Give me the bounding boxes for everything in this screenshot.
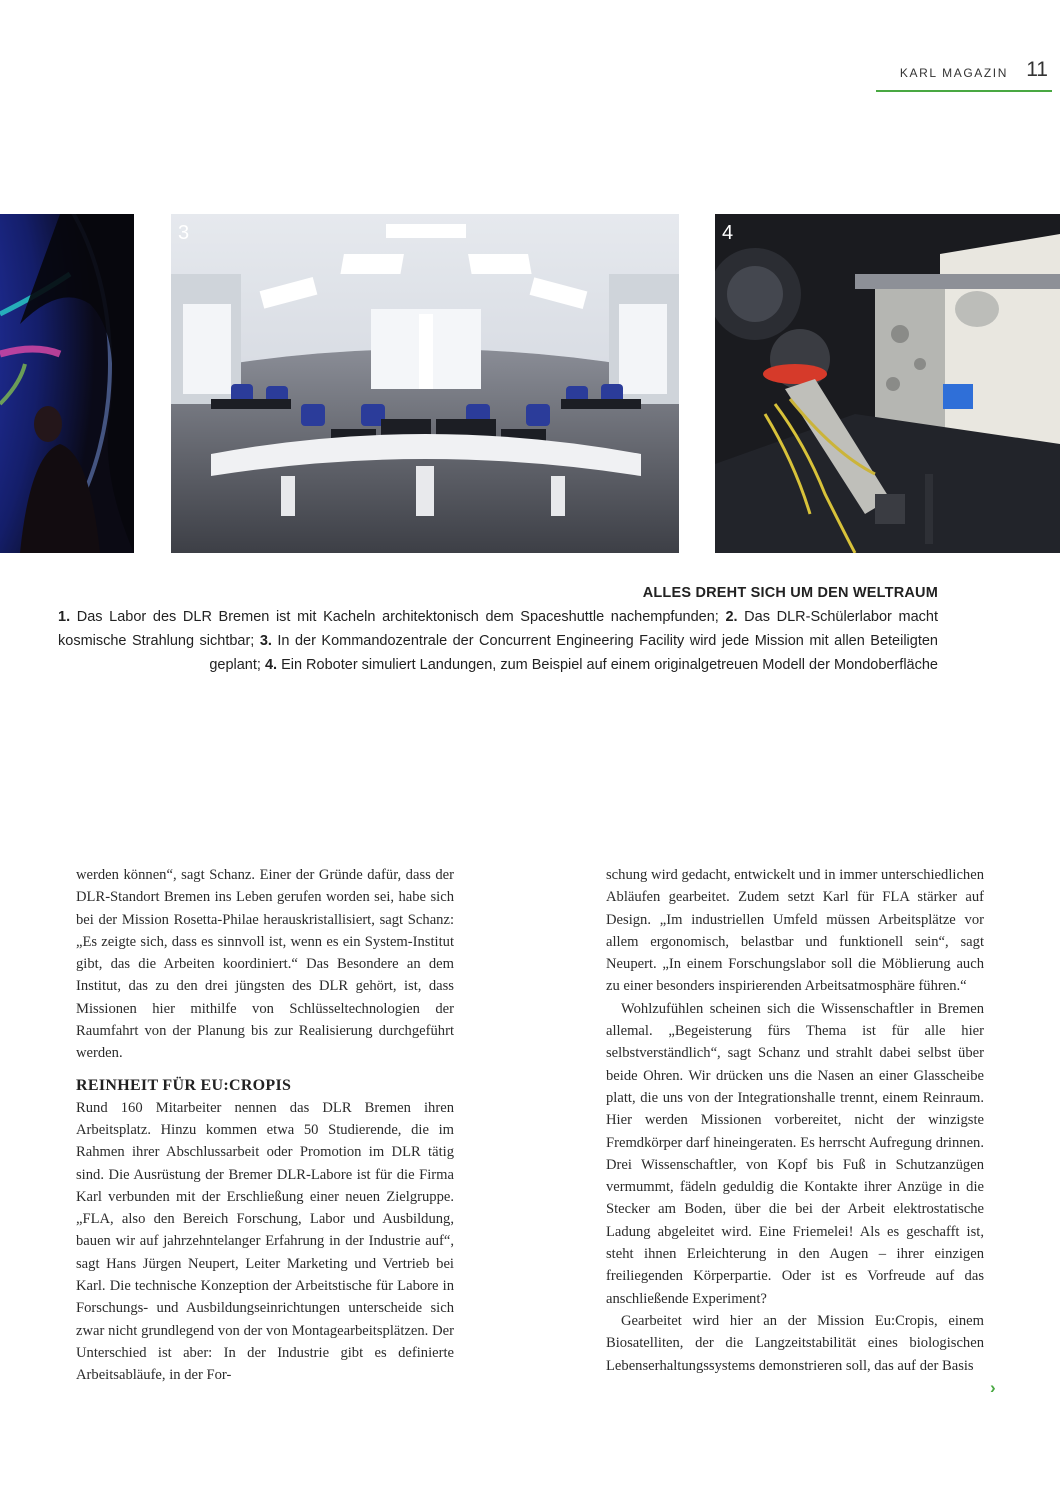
chevron-right-icon: ›	[990, 1378, 996, 1397]
caption-item-text: In der Kommandozentrale der Concurrent Engineering Facility wird jede Mission mit allen Beteiligten geplant;	[209, 633, 938, 673]
article-paragraph: Rund 160 Mitarbeiter nennen das DLR Bremen ihren Arbeitsplatz. Hinzu kommen etwa 50 Studierende, die im Rahmen ihrer Abschlussarbeit oder Promotion im DLR tätig sind. Die Ausrüstung der Bremer DLR-Labore ist für die Firma Karl verbunden mit der Erschließung einer neuen Zielgruppe. „FLA, also den Bereich Forschung, Labor und Ausbildung, bauen wir auf jahrzehntelanger Erfahrung in der Industrie auf“, sagt Hans Jürgen Neupert, Leiter Marketing und Vertrieb bei Karl. Die technische Konzeption der Arbeitstische für Labore in Forschungs- und Ausbildungseinrichtungen unterscheide sich zwar nicht grundlegend von der von Montagearbeitsplätzen. Der Unterschied ist aber: In der Industrie gibt es definierte Arbeitsabläufe, in der For-	[76, 1099, 454, 1384]
page-header	[876, 58, 1052, 92]
caption-item-text: Ein Roboter simuliert Landungen, zum Beispiel auf einem originalgetreuen Modell der Mondoberfläche	[277, 657, 938, 673]
caption-item-number: 1.	[58, 609, 71, 625]
article-paragraph: schung wird gedacht, entwickelt und in immer unterschiedlichen Abläufen gearbeitet. Zudem setzt Karl für FLA stärker auf Design. „Im industriellen Umfeld müssen Arbeitsplätze vor allem ergonomisch, belastbar und funktionell sein“, sagt Neupert. „In einem Forschungslabor soll die Möblierung auch zu einer besonders inspirierenden Arbeitsatmosphäre führen.“	[606, 867, 984, 995]
page-number: 11	[1026, 58, 1048, 81]
article-column-right	[606, 864, 984, 1377]
caption-item-number: 4.	[264, 657, 278, 673]
photo-number-3: 3	[178, 222, 190, 244]
planetarium-dome-photo	[0, 214, 134, 553]
article-paragraph: Gearbeitet wird hier an der Mission Eu:Cropis, einem Biosatelliten, der die Langzeitstabilität eines biologischen Lebenserhaltungssystems demonstrieren soll, das auf der Basis	[606, 1312, 984, 1374]
article-paragraph: werden können“, sagt Schanz. Einer der Gründe dafür, dass der DLR-Standort Bremen ins Leben gerufen worden sei, habe sich bei der Mission Rosetta-Philae herauskristallisiert, sagt Schanz: „Es zeigte sich, dass es sinnvoll ist, wenn es ein System-Institut gibt, das die Arbeiten koordiniert.“ Das Besondere an dem Institut, das zu den drei jüngsten des DLR gehört, ist, dass Missionen hier mithilfe von Schlüsseltechnologien der Raumfahrt von der Planung bis zur Realisierung durchgeführt werden.	[76, 867, 454, 1062]
article-paragraph: Wohlzufühlen scheinen sich die Wissenschaftler in Bremen allemal. „Begeisterung fürs Thema ist für alle hier selbstverständlich“, sagt Schanz und strahlt dabei selbst über beide Ohren. Wir drücken uns die Nasen an einer Glasscheibe platt, die uns von der Integrationshalle trennt, einem Reinraum. Hier werden Missionen vorbereitet, nicht der winzigste Fremdkörper darf hineingeraten. Es herrscht Aufregung drinnen. Drei Wissenschaftler, von Kopf bis Fuß in Schutzanzügen vermummt, fädeln geduldig die Kontakte ihrer Anzüge in die Stecker am Boden, über die bei der Arbeit elektrostatische Ladung abgeleitet wird. Eine Friemelei! Als es geschafft ist, steht ihnen Erleichterung in den Augen – ihrer einzigen freiliegenden Körperpartie. Oder ist es Vorfreude auf das anschließende Experiment?	[606, 1000, 984, 1307]
caption-body	[58, 605, 938, 677]
article-column-left	[76, 864, 454, 1387]
caption-item-number: 3.	[259, 633, 272, 649]
control-room-photo	[171, 214, 679, 553]
header-rule	[876, 90, 1052, 92]
section-heading: REINHEIT FÜR EU:CROPIS	[76, 1076, 292, 1094]
photo-number-4: 4	[722, 222, 734, 244]
caption-title: ALLES DREHT SICH UM DEN WELTRAUM	[642, 585, 938, 601]
caption-item-text: Das DLR-Schülerlabor macht kosmische Strahlung sichtbar;	[58, 609, 938, 649]
caption-item-number: 2.	[725, 609, 738, 625]
caption-item-text: Das Labor des DLR Bremen ist mit Kacheln architektonisch dem Spaceshuttle nachempfunden;	[70, 609, 726, 625]
robot-lab-photo	[715, 214, 1060, 553]
magazine-name: KARL MAGAZIN	[899, 66, 1008, 80]
photo-caption	[58, 581, 938, 677]
